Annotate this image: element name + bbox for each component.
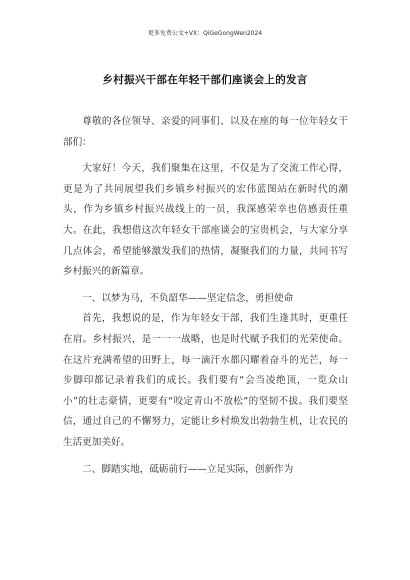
salutation-paragraph: 尊敬的各位领导、亲爱的同事们、以及在座的每一位年轻女干部们： [63,116,348,148]
header-note: 更多免费公文+VX：QiGeGongWen2024 [147,30,263,37]
document-title: 乡村振兴干部在年轻干部们座谈会上的发言 [102,74,308,86]
section-1-paragraph: 首先，我想说的是，作为年轻女干部，我们生逢其时，更重任在肩。乡村振兴，是一一一战略，也是时代赋予我们的光荣使命。在这片充满希望的田野上，每一滴汗水都闪耀着奋斗的光芒，每一步脚印都记录着我们的成长。我们要有“会当凌绝顶，一览众山小”的壮志豪情，更要有“咬定青山不放松”的坚韧不拔。我们要坚信，通过自己的不懈努力，定能让乡村焕发出勃勃生机，让农民的生活更加美好。 [63,313,348,448]
document-body [63,112,348,480]
opening-paragraph: 大家好！今天，我们聚集在这里，不仅是为了交流工作心得，更是为了共同展望我们乡镇乡村振兴的宏伟蓝图站在新时代的潮头，作为乡镇乡村振兴战线上的一员，我深感荣幸也倍感责任重大。在此，我想借这次年轻女干部座谈会的宝贵机会，与大家分享几点体会，希望能够激发我们的热情，凝聚我们的力量，共同书写乡村振兴的新篇章。 [63,163,348,278]
section-heading-2: 二、脚踏实地，砥砺前行——立足实际，创新作为 [82,463,294,475]
section-heading-1: 一、以梦为马，不负韶华——坚定信念，勇担使命 [82,292,294,304]
